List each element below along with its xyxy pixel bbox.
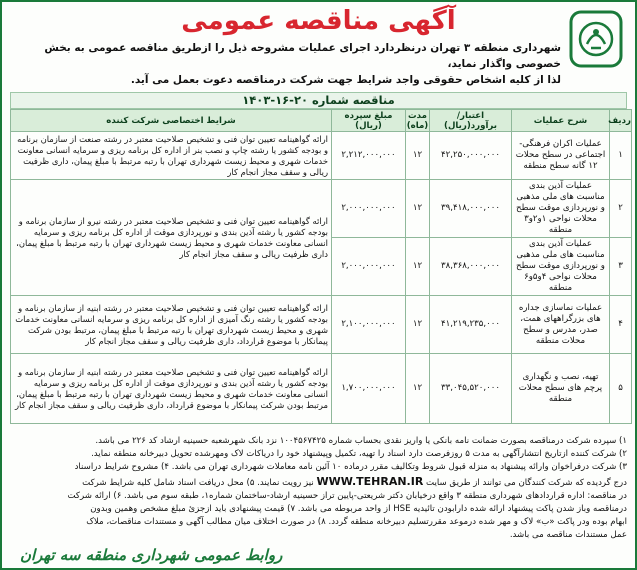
cell-index: ۲ (610, 180, 632, 238)
header-index: ردیف (610, 110, 632, 132)
header-requirements: شرایط اختصاصی شرکت کننده (11, 110, 332, 132)
note-line: عمل مستندات مناقصه می باشد. (509, 530, 627, 541)
cell-requirements: ارائه گواهینامه تعیین توان فنی و تشخیص صلاحیت معتبر در رشته نیرو از سازمان برنامه و بودجه کشور یا رشته آذین بندی و نورپردازی موقت از اداره کل برنامه ریزی و سرمایه انسانی معاونت خدمات شهری و محیط زیست شهرداری تهران با رتبه مرتبط با مبلغ پیمان، داری ظرفیت ریالی و سقف مجاز انجام کار (11, 180, 332, 296)
table-header-row (11, 110, 632, 132)
tender-table (10, 109, 632, 424)
table-row (11, 354, 632, 424)
note-line: در مناقصه: اداره قراردادهای شهرداری منطقه ۳ واقع درخیابان دکتر شریعتی-پایین تراز حسینیه ارشاد-ساختمان شماره۱، طبقه سوم می باشد. ۶) ارائه شرکت (67, 490, 627, 501)
cell-deposit: ۲,۰۰۰,۰۰۰,۰۰۰ (332, 180, 406, 238)
note-fragment: درج گردیده که شرکت کنندگان می توانند از طریق سایت (426, 477, 627, 488)
cell-index: ۱ (610, 132, 632, 180)
notes-section (10, 435, 627, 543)
cell-description: عملیات اکران فرهنگی- اجتماعی در سطح محلات ۱۲ گانه سطح منطقه (512, 132, 610, 180)
cell-estimate: ۳۹,۴۱۸,۰۰۰,۰۰۰ (430, 180, 512, 238)
intro-line-2: لذا از کلیه اشخاص حقوقی واجد شرایط جهت شرکت درمناقصه دعوت بعمل می آید. (130, 74, 561, 86)
cell-estimate: ۳۸,۳۶۸,۰۰۰,۰۰۰ (430, 238, 512, 296)
cell-deposit: ۲,۰۰۰,۰۰۰,۰۰۰ (332, 238, 406, 296)
cell-index: ۴ (610, 296, 632, 354)
header-description: شرح عملیات (512, 110, 610, 132)
header-deposit: مبلغ سپرده (ریال) (332, 110, 406, 132)
cell-duration: ۱۲ (406, 238, 430, 296)
header-duration: مدت (ماه) (406, 110, 429, 131)
cell-requirements: ارائه گواهینامه تعیین توان فنی و تشخیص صلاحیت معتبر در رشته صنعت از سازمان برنامه و بودجه کشور یا رشته چاپ و نصب بنر از اداره کل برنامه ریزی و سرمایه انسانی معاونت خدمات شهری و محیط زیست شهرداری تهران با رتبه مرتبط با مبلغ پیمان، داری ظرفیت ریالی و سقف مجاز انجام کار (11, 132, 332, 180)
cell-deposit: ۲,۲۱۲,۰۰۰,۰۰۰ (332, 132, 406, 180)
note-line: ۱) سپرده شرکت درمناقصه بصورت ضمانت نامه بانکی یا واریز نقدی بحساب شماره ۱۰۰۴۵۶۷۴۲۵ نزد بانک شهرشعبه حسینیه ارشاد کد ۲۲۶ می باشد. (95, 436, 627, 446)
cell-estimate: ۴۲,۲۵۰,۰۰۰,۰۰۰ (430, 132, 512, 180)
table-row (11, 296, 632, 354)
cell-duration: ۱۲ (406, 132, 430, 180)
footer-signature: روابط عمومی شهرداری منطقه سه تهران (20, 546, 283, 564)
note-line: ابهام بوده ودر پاکت «ب» لاک و مهر شده درموعد مقررتسلیم دبیرخانه منطقه گردد. ۸) در صورت اختلاف میان مطالب آگهی و مستندات مناقصات، ملاک (86, 517, 627, 528)
organization-name: شهرداری منطقه ۳ تهران (430, 42, 561, 54)
intro-text (10, 40, 561, 88)
table-row (11, 132, 632, 180)
cell-description: عملیات نماسازی جداره های بزرگراههای همت، صدر، مدرس و سطح محلات منطقه (512, 296, 610, 354)
note-line: ۲) شرکت کننده ازتاریخ انتشارآگهی به مدت ۵ روزفرصت دارد اسناد را تهیه، تکمیل وپیشنهاد خود را دریاکات لاک ومهرشده تحویل دبیرخانه منطقه نماید. (91, 449, 627, 460)
cell-description: تهیه، نصب و نگهداری پرچم های سطح محلات منطقه (512, 354, 610, 424)
cell-deposit: ۲,۱۰۰,۰۰۰,۰۰۰ (332, 296, 406, 354)
cell-duration: ۱۲ (406, 296, 430, 354)
cell-description: عملیات آذین بندی مناسبت های ملی مذهبی و نورپردازی موقت سطح محلات نواحی ۴و۵و۶ منطقه (512, 238, 610, 296)
tender-number: مناقصه شماره ۲۰-۱۶-۱۴۰۳ (10, 92, 627, 109)
note-fragment: نیز رویت نمایند. ۵) محل دریافت اسناد شامل کلیه شرایط شرکت (82, 477, 314, 488)
cell-description: عملیات آذین بندی مناسبت های ملی مذهبی و نورپردازی موقت سطح محلات نواحی ۱و۲و۳ منطقه (512, 180, 610, 238)
cell-duration: ۱۲ (406, 180, 430, 238)
note-line: ۳) شرکت درفراخوان وارائه پیشنهاد به منزله قبول شروط وتکالیف مقرر درماده ۱۰ آئین نامه معاملات شهرداری تهران می باشد. ۴) مشروح شرایط دراسناد (74, 462, 627, 473)
header-estimate: اعتبار/ برآورد(ریال) (430, 110, 512, 132)
website-link[interactable]: WWW.TEHRAN.IR (316, 474, 424, 488)
cell-estimate: ۴۱,۲۱۹,۲۳۵,۰۰۰ (430, 296, 512, 354)
table-row (11, 180, 632, 238)
cell-index: ۵ (610, 354, 632, 424)
cell-deposit: ۱,۷۰۰,۰۰۰,۰۰۰ (332, 354, 406, 424)
note-line (10, 475, 627, 490)
note-line: درمناقصه وباز شدن پاکت پیشنهاد ارائه شده دارابودن تائیدیه HSE از واحد مربوطه می باشد. ۷) قیمت پیشنهادی باید ازجزئ مبلغ مشخص وهمین وبدون (90, 504, 627, 515)
cell-duration: ۱۲ (406, 354, 430, 424)
cell-requirements: ارائه گواهینامه تعیین توان فنی و تشخیص صلاحیت معتبر در رشته ابنیه از سازمان برنامه و بودجه کشور یا رشته آذین بندی و نورپردازی موقت از اداره کل برنامه ریزی و سرمایه انسانی معاونت خدمات شهری و محیط زیست شهرداری تهران با رتبه مرتبط با مبلغ پیمان، مرتبط بودن شرکت پیمانکار با موضوع قرارداد، داری ظرفیت ریالی و سقف مجاز انجام کار (11, 354, 332, 424)
footer (10, 540, 627, 564)
intro-line-1: درنظردارد اجرای عملیات مشروحه ذیل را ازطریق مناقصه عمومی به بخش خصوصی واگذار نماید، (44, 42, 561, 70)
cell-requirements: ارائه گواهینامه تعیین توان فنی و تشخیص صلاحیت معتبر در رشته ابنیه از سازمان برنامه و بودجه کشور یا رشته رنگ آمیزی از اداره کل برنامه ریزی و سرمایه انسانی معاونت خدمات شهری و محیط زیست شهرداری تهران با رتبه مرتبط با مبلغ پیمان، مرتبط بودن شرکت پیمانکار با موضوع قرارداد، داری ظرفیت ریالی و سقف مجاز انجام کار (11, 296, 332, 354)
cell-index: ۳ (610, 238, 632, 296)
cell-estimate: ۳۳,۰۴۵,۵۲۰,۰۰۰ (430, 354, 512, 424)
page-title: آگهی مناقصه عمومی (181, 6, 456, 36)
